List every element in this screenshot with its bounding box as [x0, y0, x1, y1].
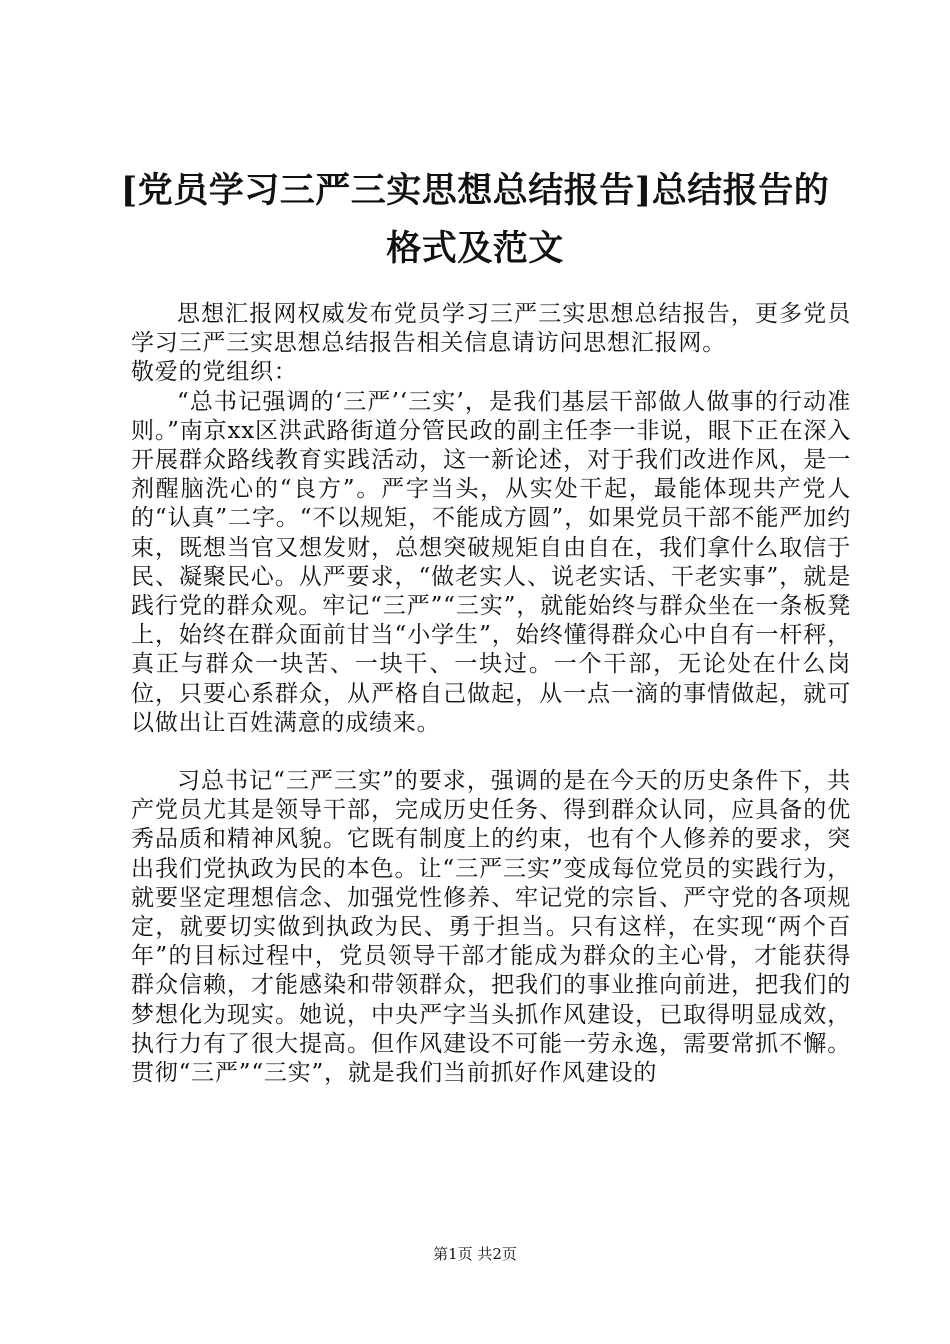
salutation: 敬爱的党组织： — [131, 359, 298, 386]
intro-paragraph: 思想汇报网权威发布党员学习三严三实思想总结报告，更多党员学习三严三实思想总结报告相关信息请访问思想汇报网。 — [131, 301, 851, 357]
document-title — [100, 162, 850, 278]
page-footer: 第1页 共2页 — [433, 1245, 517, 1263]
document-body — [131, 300, 851, 1088]
title-line-1: [党员学习三严三实思想总结报告]总结报告的 — [120, 170, 830, 211]
title-line-2: 格式及范文 — [386, 228, 564, 269]
body-paragraph-1: “总书记强调的‘三严’‘三实’，是我们基层干部做人做事的行动准则。”南京xx区洪武路街道分管民政的副主任李一非说，眼下正在深入开展群众路线教育实践活动，这一新论述，对于我们改进作风，是一剂醒脑洗心的“良方”。严字当头，从实处干起，最能体现共产党人的“认真”二字。“不以规矩，不能成方圆”，如果党员干部不能严加约束，既想当官又想发财，总想突破规矩自由自在，我们拿什么取信于民、凝聚民心。从严要求，“做老实人、说老实话、干老实事”，就是践行党的群众观。牢记“三严”“三实”，就能始终与群众坐在一条板凳上，始终在群众面前甘当“小学生”，始终懂得群众心中自有一杆秤，真正与群众一块苦、一块干、一块过。一个干部，无论处在什么岗位，只要心系群众，从严格自己做起，从一点一滴的事情做起，就可以做出让百姓满意的成绩来。 — [131, 388, 851, 736]
body-paragraph-2: 习总书记“三严三实”的要求，强调的是在今天的历史条件下，共产党员尤其是领导干部，完成历史任务、得到群众认同，应具备的优秀品质和精神风貌。它既有制度上的约束，也有个人修养的要求，突出我们党执政为民的本色。让“三严三实”变成每位党员的实践行为，就要坚定理想信念、加强党性修养、牢记党的宗旨、严守党的各项规定，就要切实做到执政为民、勇于担当。只有这样，在实现“两个百年”的目标过程中，党员领导干部才能成为群众的主心骨，才能获得群众信赖，才能感染和带领群众，把我们的事业推向前进，把我们的梦想化为现实。她说，中央严字当头抓作风建设，已取得明显成效，执行力有了很大提高。但作风建设不可能一劳永逸，需要常抓不懈。贯彻“三严”“三实”，就是我们当前抓好作风建设的 — [131, 768, 851, 1087]
